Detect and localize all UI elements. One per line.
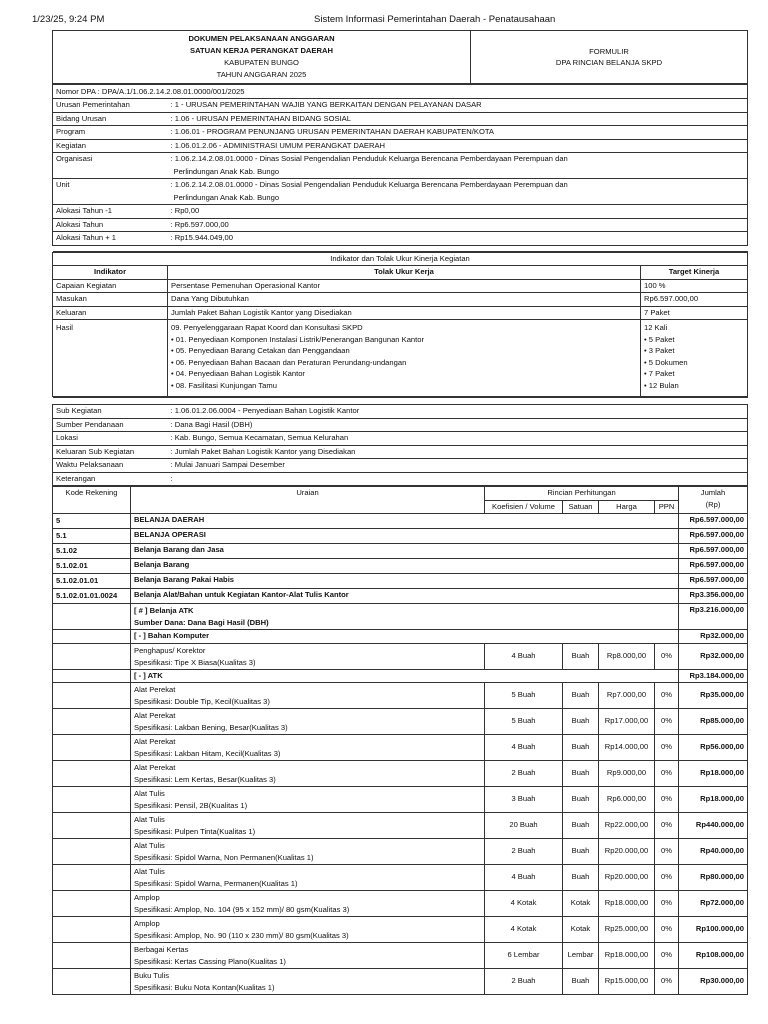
head-jumlah-2: (Rp): [705, 500, 721, 509]
item-ppn: 0%: [655, 865, 679, 891]
item-desc: [131, 709, 485, 735]
hasil-item: • 04. Penyediaan Bahan Logistik Kantor: [171, 369, 305, 379]
item-ppn: 0%: [655, 891, 679, 917]
item-name: Alat Perekat: [134, 737, 176, 746]
sub-row: [53, 459, 748, 473]
item-jumlah: Rp85.000,00: [679, 709, 748, 735]
alokasi-row: [53, 218, 748, 232]
item-vol: 6 Lembar: [485, 943, 563, 969]
account-jumlah: Rp6.597.000,00: [679, 514, 748, 529]
hasil-item: 09. Penyelenggaraan Rapat Koord dan Konsultasi SKPD: [171, 323, 363, 332]
account-row: [53, 544, 748, 559]
print-header: [0, 14, 768, 28]
sub-row: [53, 405, 748, 419]
item-satuan: Buah: [563, 969, 599, 995]
item-satuan: Buah: [563, 643, 599, 669]
info-value: : 1.06.01.2.06 - ADMINISTRASI UMUM PERANGKAT DAERAH: [168, 139, 748, 153]
item-harga: Rp15.000,00: [599, 969, 655, 995]
sub-label: Lokasi: [53, 432, 168, 446]
info-label: Urusan Pemerintahan: [53, 99, 168, 113]
unit-value: [168, 179, 748, 205]
item-desc: [131, 865, 485, 891]
item-satuan: Buah: [563, 865, 599, 891]
tolak-cell: Persentase Pemenuhan Operasional Kantor: [168, 279, 641, 293]
item-name: Alat Tulis: [134, 815, 165, 824]
form-label: FORMULIR: [589, 47, 629, 56]
account-row: [53, 529, 748, 544]
unit-label: Unit: [53, 179, 168, 205]
item-jumlah: Rp40.000,00: [679, 839, 748, 865]
item-spec: Spesifikasi: Amplop, No. 104 (95 x 152 mm)/ 80 gsm(Kualitas 3): [134, 905, 350, 914]
target-cell: 100 %: [641, 279, 748, 293]
item-spec: Spesifikasi: Kertas Cassing Plano(Kualitas 1): [134, 957, 286, 966]
alokasi-label: Alokasi Tahun -1: [53, 205, 168, 219]
item-satuan: Buah: [563, 761, 599, 787]
item-row: [53, 891, 748, 917]
account-row: [53, 589, 748, 604]
item-jumlah: Rp56.000,00: [679, 735, 748, 761]
item-jumlah: Rp32.000,00: [679, 643, 748, 669]
group-atk-title: [ # ] Belanja ATK: [134, 606, 194, 615]
account-kode: 5.1.02: [53, 544, 131, 559]
hasil-target-item: • 7 Paket: [644, 369, 675, 379]
account-uraian: Belanja Barang dan Jasa: [131, 544, 679, 559]
item-desc: [131, 643, 485, 669]
tolak-cell: Dana Yang Dibutuhkan: [168, 293, 641, 307]
hasil-target-item: • 3 Paket: [644, 346, 675, 356]
sub-value: :: [168, 472, 748, 486]
item-row: [53, 813, 748, 839]
doc-region: KABUPATEN BUNGO: [224, 58, 299, 67]
rincian-table: [52, 486, 748, 995]
item-row: [53, 839, 748, 865]
subgroup-jumlah: Rp32.000,00: [679, 630, 748, 644]
sub-row: [53, 445, 748, 459]
item-harga: Rp7.000,00: [599, 683, 655, 709]
hasil-label: Hasil: [53, 320, 168, 397]
item-name: Amplop: [134, 919, 160, 928]
item-jumlah: Rp18.000,00: [679, 787, 748, 813]
info-value: : 1 - URUSAN PEMERINTAHAN WAJIB YANG BERKAITAN DENGAN PELAYANAN DASAR: [168, 99, 748, 113]
alokasi-value: : Rp6.597.000,00: [168, 218, 748, 232]
item-satuan: Buah: [563, 683, 599, 709]
alokasi-row: [53, 232, 748, 246]
head-rincian: Rincian Perhitungan: [485, 487, 679, 501]
item-spec: Spesifikasi: Tipe X Biasa(Kualitas 3): [134, 657, 256, 667]
item-ppn: 0%: [655, 683, 679, 709]
doc-title-2: SATUAN KERJA PERANGKAT DAERAH: [190, 46, 333, 55]
head-harga: Harga: [599, 500, 655, 514]
item-desc: [131, 969, 485, 995]
sub-value: : Mulai Januari Sampai Desember: [168, 459, 748, 473]
subgroup-row: [53, 630, 748, 644]
organisasi-label: Organisasi: [53, 153, 168, 179]
item-row: [53, 709, 748, 735]
item-vol: 2 Buah: [485, 761, 563, 787]
account-row: [53, 574, 748, 589]
item-satuan: Buah: [563, 787, 599, 813]
hasil-target-item: • 12 Bulan: [644, 380, 679, 390]
group-atk-row: [53, 604, 748, 630]
indikator-row: [53, 306, 748, 320]
item-ppn: 0%: [655, 787, 679, 813]
item-vol: 4 Buah: [485, 643, 563, 669]
document-header: [52, 30, 748, 84]
organisasi-value: [168, 153, 748, 179]
subgroup-jumlah: Rp3.184.000,00: [679, 669, 748, 683]
hasil-target-item: • 5 Paket: [644, 334, 675, 344]
hasil-item: • 05. Penyediaan Barang Cetakan dan Penggandaan: [171, 346, 350, 356]
account-uraian: BELANJA OPERASI: [131, 529, 679, 544]
item-desc: [131, 761, 485, 787]
item-jumlah: Rp72.000,00: [679, 891, 748, 917]
col-target: Target Kinerja: [641, 266, 748, 280]
account-kode: 5.1.02.01: [53, 559, 131, 574]
item-vol: 4 Kotak: [485, 891, 563, 917]
alokasi-label: Alokasi Tahun: [53, 218, 168, 232]
indikator-table: [52, 252, 748, 398]
print-title: Sistem Informasi Pemerintahan Daerah - Penatausahaan: [314, 14, 556, 25]
item-satuan: Buah: [563, 709, 599, 735]
subgroup-atk: [ - ] ATK: [131, 669, 679, 683]
info-row: [53, 139, 748, 153]
doc-title-1: DOKUMEN PELAKSANAAN ANGGARAN: [188, 34, 335, 43]
item-spec: Spesifikasi: Pensil, 2B(Kualitas 1): [134, 801, 248, 810]
account-jumlah: Rp6.597.000,00: [679, 544, 748, 559]
header-right: [471, 31, 748, 84]
nomor-dpa: Nomor DPA : DPA/A.1/1.06.2.14.2.08.01.0000/001/2025: [53, 85, 748, 99]
item-spec: Spesifikasi: Pulpen Tinta(Kualitas 1): [134, 827, 256, 836]
hasil-target-item: • 5 Dokumen: [644, 357, 688, 367]
account-kode: 5.1: [53, 529, 131, 544]
sub-label: Sumber Pendanaan: [53, 418, 168, 432]
item-jumlah: Rp18.000,00: [679, 761, 748, 787]
item-row: [53, 943, 748, 969]
organisasi-row: [53, 153, 748, 179]
group-atk-jumlah: Rp3.216.000,00: [679, 604, 748, 630]
item-desc: [131, 917, 485, 943]
account-row: [53, 514, 748, 529]
head-koef: Koefisien / Volume: [485, 500, 563, 514]
item-spec: Spesifikasi: Double Tip, Kecil(Kualitas 3): [134, 697, 270, 706]
alokasi-label: Alokasi Tahun + 1: [53, 232, 168, 246]
item-harga: Rp25.000,00: [599, 917, 655, 943]
item-jumlah: Rp108.000,00: [679, 943, 748, 969]
unit-row: [53, 179, 748, 205]
info-label: Program: [53, 126, 168, 140]
item-desc: [131, 787, 485, 813]
account-kode: 5.1.02.01.01: [53, 574, 131, 589]
organisasi-value-1: : 1.06.2.14.2.08.01.0000 - Dinas Sosial Pengendalian Penduduk Keluarga Berencana Pemberdayaan Perempuan dan: [170, 154, 568, 163]
group-atk: [131, 604, 679, 630]
item-name: Alat Perekat: [134, 685, 176, 694]
item-name: Buku Tulis: [134, 971, 170, 980]
item-satuan: Buah: [563, 839, 599, 865]
item-spec: Spesifikasi: Lakban Bening, Besar(Kualitas 3): [134, 723, 288, 732]
item-ppn: 0%: [655, 709, 679, 735]
item-name: Alat Tulis: [134, 789, 165, 798]
item-ppn: 0%: [655, 917, 679, 943]
account-kode: 5: [53, 514, 131, 529]
sub-kegiatan-table: [52, 397, 748, 486]
col-tolak-ukur: Tolak Ukur Kerja: [168, 266, 641, 280]
items-body: [53, 683, 748, 995]
hasil-target: [641, 320, 748, 397]
hasil-item: • 06. Penyediaan Bahan Bacaan dan Peraturan Perundang-undangan: [171, 357, 407, 367]
item-harga: Rp17.000,00: [599, 709, 655, 735]
item-row: [53, 643, 748, 669]
item-vol: 4 Kotak: [485, 917, 563, 943]
info-value: : 1.06.01 - PROGRAM PENUNJANG URUSAN PEMERINTAHAN DAERAH KABUPATEN/KOTA: [168, 126, 748, 140]
dpa-document: [52, 30, 748, 995]
item-satuan: Lembar: [563, 943, 599, 969]
item-ppn: 0%: [655, 643, 679, 669]
item-harga: Rp6.000,00: [599, 787, 655, 813]
item-vol: 4 Buah: [485, 735, 563, 761]
item-satuan: Buah: [563, 735, 599, 761]
item-harga: Rp18.000,00: [599, 943, 655, 969]
item-harga: Rp14.000,00: [599, 735, 655, 761]
item-ppn: 0%: [655, 813, 679, 839]
account-uraian: Belanja Barang Pakai Habis: [131, 574, 679, 589]
item-satuan: Kotak: [563, 891, 599, 917]
hasil-target-item: 12 Kali: [644, 323, 668, 332]
item-spec: Spesifikasi: Amplop, No. 90 (110 x 230 mm)/ 80 gsm(Kualitas 3): [134, 931, 349, 940]
indikator-row: [53, 293, 748, 307]
head-kode: Kode Rekening: [53, 487, 131, 514]
item-harga: Rp22.000,00: [599, 813, 655, 839]
sub-label: Sub Kegiatan: [53, 405, 168, 419]
alokasi-row: [53, 205, 748, 219]
col-indikator: Indikator: [53, 266, 168, 280]
account-jumlah: Rp6.597.000,00: [679, 574, 748, 589]
sub-label: Keluaran Sub Kegiatan: [53, 445, 168, 459]
item-harga: Rp8.000,00: [599, 643, 655, 669]
header-left: [53, 31, 471, 84]
item-vol: 4 Buah: [485, 865, 563, 891]
item-name: Alat Perekat: [134, 711, 176, 720]
item-satuan: Buah: [563, 813, 599, 839]
item-harga: Rp18.000,00: [599, 891, 655, 917]
item-desc: [131, 943, 485, 969]
head-ppn: PPN: [655, 500, 679, 514]
alokasi-value: : Rp0,00: [168, 205, 748, 219]
account-kode: 5.1.02.01.01.0024: [53, 589, 131, 604]
print-datetime: 1/23/25, 9:24 PM: [32, 14, 105, 25]
item-name: Amplop: [134, 893, 160, 902]
head-uraian: Uraian: [131, 487, 485, 514]
item-row: [53, 683, 748, 709]
sub-row: [53, 472, 748, 486]
item-desc: [131, 683, 485, 709]
hasil-item: • 08. Fasilitasi Kunjungan Tamu: [171, 380, 277, 390]
item-desc: [131, 839, 485, 865]
info-label: Bidang Urusan: [53, 112, 168, 126]
item-row: [53, 735, 748, 761]
subgroup-bahan-komputer: [ - ] Bahan Komputer: [131, 630, 679, 644]
item-vol: 3 Buah: [485, 787, 563, 813]
hasil-tolak: [168, 320, 641, 397]
subgroup-row: [53, 669, 748, 683]
account-uraian: Belanja Alat/Bahan untuk Kegiatan Kantor-Alat Tulis Kantor: [131, 589, 679, 604]
sub-value: : Jumlah Paket Bahan Logistik Kantor yang Disediakan: [168, 445, 748, 459]
item-ppn: 0%: [655, 943, 679, 969]
form-name: DPA RINCIAN BELANJA SKPD: [555, 58, 663, 67]
item-harga: Rp9.000,00: [599, 761, 655, 787]
item-spec: Spesifikasi: Spidol Warna, Permanen(Kualitas 1): [134, 879, 298, 888]
item-ppn: 0%: [655, 969, 679, 995]
unit-value-1: : 1.06.2.14.2.08.01.0000 - Dinas Sosial Pengendalian Penduduk Keluarga Berencana Pemberdayaan Perempuan dan: [170, 180, 568, 189]
indikator-cell: Keluaran: [53, 306, 168, 320]
item-spec: Spesifikasi: Buku Nota Kontan(Kualitas 1): [134, 983, 275, 992]
sub-value: : 1.06.01.2.06.0004 - Penyediaan Bahan Logistik Kantor: [168, 405, 748, 419]
doc-year: TAHUN ANGGARAN 2025: [216, 70, 307, 79]
sub-value: : Kab. Bungo, Semua Kecamatan, Semua Kelurahan: [168, 432, 748, 446]
item-name: Alat Perekat: [134, 763, 176, 772]
item-harga: Rp20.000,00: [599, 865, 655, 891]
group-atk-source: Sumber Dana: Dana Bagi Hasil (DBH): [134, 618, 269, 627]
item-row: [53, 865, 748, 891]
item-desc: [131, 891, 485, 917]
indikator-row: [53, 279, 748, 293]
item-vol: 20 Buah: [485, 813, 563, 839]
sub-row: [53, 432, 748, 446]
hasil-row: [53, 320, 748, 397]
item-vol: 2 Buah: [485, 839, 563, 865]
head-jumlah-1: Jumlah: [700, 488, 726, 497]
item-jumlah: Rp440.000,00: [679, 813, 748, 839]
sub-value: : Dana Bagi Hasil (DBH): [168, 418, 748, 432]
item-name: Alat Tulis: [134, 841, 165, 850]
item-row: [53, 917, 748, 943]
target-cell: 7 Paket: [641, 306, 748, 320]
item-vol: 2 Buah: [485, 969, 563, 995]
indikator-title: Indikator dan Tolak Ukur Kinerja Kegiatan: [53, 252, 748, 266]
account-jumlah: Rp6.597.000,00: [679, 529, 748, 544]
item-satuan: Kotak: [563, 917, 599, 943]
item-spec: Spesifikasi: Lakban Hitam, Kecil(Kualitas 3): [134, 749, 281, 758]
head-satuan: Satuan: [563, 500, 599, 514]
sub-row: [53, 418, 748, 432]
account-uraian: Belanja Barang: [131, 559, 679, 574]
item-harga: Rp20.000,00: [599, 839, 655, 865]
head-jumlah: [679, 487, 748, 514]
tolak-cell: Jumlah Paket Bahan Logistik Kantor yang Disediakan: [168, 306, 641, 320]
alokasi-value: : Rp15.944.049,00: [168, 232, 748, 246]
indikator-cell: Masukan: [53, 293, 168, 307]
item-jumlah: Rp100.000,00: [679, 917, 748, 943]
hasil-item: • 01. Penyediaan Komponen Instalasi Listrik/Penerangan Bangunan Kantor: [171, 334, 425, 344]
info-row: [53, 126, 748, 140]
info-row: [53, 112, 748, 126]
info-value: : 1.06 - URUSAN PEMERINTAHAN BIDANG SOSIAL: [168, 112, 748, 126]
item-vol: 5 Buah: [485, 709, 563, 735]
item-desc: [131, 735, 485, 761]
item-vol: 5 Buah: [485, 683, 563, 709]
item-jumlah: Rp35.000,00: [679, 683, 748, 709]
info-label: Kegiatan: [53, 139, 168, 153]
item-spec: Spesifikasi: Spidol Warna, Non Permanen(Kualitas 1): [134, 853, 314, 862]
item-ppn: 0%: [655, 839, 679, 865]
indikator-cell: Capaian Kegiatan: [53, 279, 168, 293]
item-spec: Spesifikasi: Lem Kertas, Besar(Kualitas 3): [134, 775, 276, 784]
item-name: Berbagai Kertas: [134, 945, 189, 954]
item-name: Alat Tulis: [134, 867, 165, 876]
sub-label: Waktu Pelaksanaan: [53, 459, 168, 473]
item-row: [53, 761, 748, 787]
item-jumlah: Rp30.000,00: [679, 969, 748, 995]
account-jumlah: Rp3.356.000,00: [679, 589, 748, 604]
item-row: [53, 787, 748, 813]
sub-label: Keterangan: [53, 472, 168, 486]
account-row: [53, 559, 748, 574]
item-desc: [131, 813, 485, 839]
info-table: [52, 84, 748, 252]
info-row: [53, 99, 748, 113]
item-name: Penghapus/ Korektor: [134, 645, 206, 655]
item-jumlah: Rp80.000,00: [679, 865, 748, 891]
unit-value-2: Perlindungan Anak Kab. Bungo: [173, 192, 280, 202]
item-row: [53, 969, 748, 995]
organisasi-value-2: Perlindungan Anak Kab. Bungo: [173, 166, 280, 176]
account-uraian: BELANJA DAERAH: [131, 514, 679, 529]
item-ppn: 0%: [655, 761, 679, 787]
item-ppn: 0%: [655, 735, 679, 761]
target-cell: Rp6.597.000,00: [641, 293, 748, 307]
account-jumlah: Rp6.597.000,00: [679, 559, 748, 574]
